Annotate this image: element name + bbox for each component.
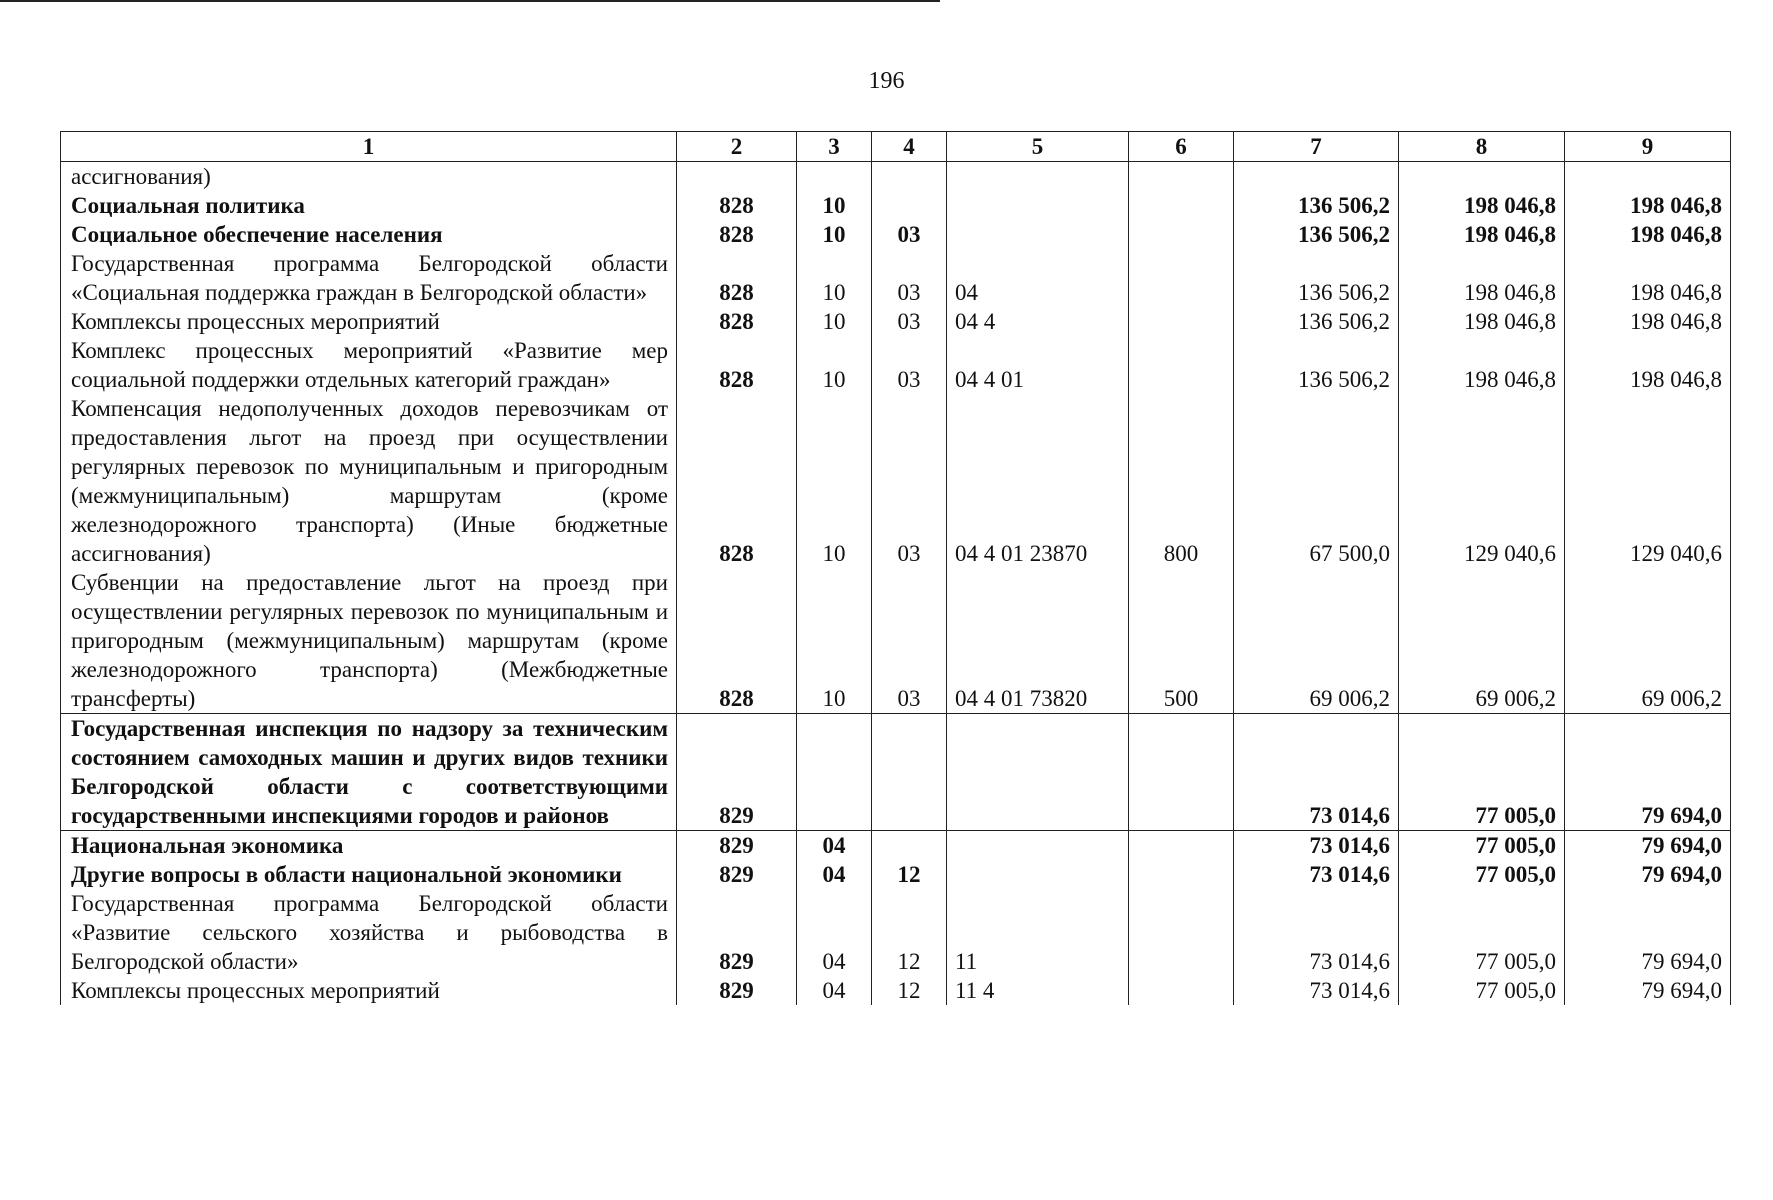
cell-agency-code: 828 (677, 336, 797, 394)
cell-subsection-code (872, 714, 947, 831)
column-number-row (61, 132, 1731, 162)
cell-target-code (947, 162, 1129, 192)
row-name: Компенсация недополученных доходов перевозчикам от предоставления льгот на проезд при осуществлении регулярных перевозок по муниципальным и пригородным (межмуниципальным) маршрутам (кроме железнодорожного транспорта) (Иные бюджетные ассигнования) (61, 394, 677, 568)
cell-amount-col9: 79 694,0 (1565, 860, 1731, 889)
row-name: Комплекс процессных мероприятий «Развитие мер социальной поддержки отдельных категорий граждан» (61, 336, 677, 394)
cell-amount-col9: 79 694,0 (1565, 831, 1731, 861)
cell-subsection-code (872, 831, 947, 861)
cell-agency-code: 828 (677, 307, 797, 336)
table-row (61, 568, 1731, 714)
cell-amount-col8: 69 006,2 (1399, 568, 1565, 714)
table-row (61, 889, 1731, 976)
cell-agency-code: 829 (677, 860, 797, 889)
cell-section-code: 04 (797, 889, 872, 976)
row-name: Социальное обеспечение населения (61, 220, 677, 249)
cell-target-code: 04 4 (947, 307, 1129, 336)
cell-subsection-code: 03 (872, 220, 947, 249)
cell-subsection-code: 03 (872, 568, 947, 714)
cell-section-code: 10 (797, 191, 872, 220)
cell-target-code: 11 4 (947, 976, 1129, 1005)
cell-section-code: 10 (797, 307, 872, 336)
cell-amount-col7: 73 014,6 (1234, 714, 1399, 831)
cell-amount-col8: 198 046,8 (1399, 191, 1565, 220)
cell-expense-type (1129, 220, 1234, 249)
cell-section-code: 10 (797, 336, 872, 394)
cell-expense-type (1129, 162, 1234, 192)
cell-amount-col8: 198 046,8 (1399, 220, 1565, 249)
row-name: Комплексы процессных мероприятий (61, 307, 677, 336)
cell-amount-col7: 73 014,6 (1234, 860, 1399, 889)
cell-amount-col9: 79 694,0 (1565, 889, 1731, 976)
cell-amount-col7: 136 506,2 (1234, 220, 1399, 249)
page-number: 196 (868, 68, 905, 94)
column-header: 2 (677, 132, 797, 162)
row-name: Комплексы процессных мероприятий (61, 976, 677, 1005)
cell-section-code: 04 (797, 860, 872, 889)
cell-amount-col7: 136 506,2 (1234, 336, 1399, 394)
table-row (61, 336, 1731, 394)
cell-target-code: 04 4 01 (947, 336, 1129, 394)
cell-section-code (797, 714, 872, 831)
column-header: 9 (1565, 132, 1731, 162)
cell-amount-col9: 79 694,0 (1565, 714, 1731, 831)
row-name: Социальная политика (61, 191, 677, 220)
column-header: 4 (872, 132, 947, 162)
cell-amount-col9: 79 694,0 (1565, 976, 1731, 1005)
cell-section-code: 10 (797, 220, 872, 249)
row-name: Субвенции на предоставление льгот на проезд при осуществлении регулярных перевозок по муниципальным и пригородным (межмуниципальным) маршрутам (кроме железнодорожного транспорта) (Межбюджетные трансферты) (61, 568, 677, 714)
cell-agency-code: 829 (677, 831, 797, 861)
cell-amount-col7 (1234, 162, 1399, 192)
cell-target-code (947, 714, 1129, 831)
table-body (61, 162, 1731, 1006)
column-header: 6 (1129, 132, 1234, 162)
table-row (61, 249, 1731, 307)
cell-subsection-code: 12 (872, 976, 947, 1005)
cell-expense-type: 500 (1129, 568, 1234, 714)
cell-agency-code: 829 (677, 714, 797, 831)
cell-amount-col8: 77 005,0 (1399, 714, 1565, 831)
table-row (61, 191, 1731, 220)
cell-agency-code: 829 (677, 889, 797, 976)
cell-expense-type (1129, 249, 1234, 307)
cell-subsection-code: 12 (872, 860, 947, 889)
cell-expense-type (1129, 307, 1234, 336)
table-row (61, 307, 1731, 336)
cell-subsection-code: 03 (872, 394, 947, 568)
cell-amount-col8: 198 046,8 (1399, 249, 1565, 307)
row-name: Государственная программа Белгородской области «Социальная поддержка граждан в Белгородской области» (61, 249, 677, 307)
table-row (61, 976, 1731, 1005)
cell-amount-col8: 198 046,8 (1399, 307, 1565, 336)
cell-amount-col7: 73 014,6 (1234, 889, 1399, 976)
cell-amount-col7: 136 506,2 (1234, 191, 1399, 220)
cell-subsection-code: 03 (872, 336, 947, 394)
cell-agency-code: 829 (677, 976, 797, 1005)
cell-section-code: 04 (797, 831, 872, 861)
cell-agency-code: 828 (677, 220, 797, 249)
cell-amount-col9: 198 046,8 (1565, 249, 1731, 307)
cell-agency-code: 828 (677, 394, 797, 568)
cell-amount-col9: 198 046,8 (1565, 307, 1731, 336)
column-header: 8 (1399, 132, 1565, 162)
cell-target-code: 04 4 01 73820 (947, 568, 1129, 714)
column-header: 1 (61, 132, 677, 162)
budget-table (60, 131, 1731, 1005)
cell-section-code (797, 162, 872, 192)
cell-amount-col9: 198 046,8 (1565, 336, 1731, 394)
cell-agency-code: 828 (677, 568, 797, 714)
cell-amount-col7: 67 500,0 (1234, 394, 1399, 568)
cell-expense-type: 800 (1129, 394, 1234, 568)
cell-amount-col9 (1565, 162, 1731, 192)
row-name: ассигнования) (61, 162, 677, 192)
cell-amount-col9: 198 046,8 (1565, 220, 1731, 249)
cell-subsection-code (872, 162, 947, 192)
cell-amount-col7: 73 014,6 (1234, 976, 1399, 1005)
cell-amount-col9: 198 046,8 (1565, 191, 1731, 220)
cell-expense-type (1129, 336, 1234, 394)
cell-section-code: 10 (797, 249, 872, 307)
cell-section-code: 04 (797, 976, 872, 1005)
cell-target-code: 04 (947, 249, 1129, 307)
row-name: Национальная экономика (61, 831, 677, 861)
column-header: 7 (1234, 132, 1399, 162)
cell-expense-type (1129, 831, 1234, 861)
cell-amount-col7: 136 506,2 (1234, 307, 1399, 336)
cell-amount-col8: 77 005,0 (1399, 860, 1565, 889)
table-row (61, 162, 1731, 192)
cell-amount-col9: 69 006,2 (1565, 568, 1731, 714)
cell-amount-col7: 73 014,6 (1234, 831, 1399, 861)
cell-target-code (947, 191, 1129, 220)
cell-agency-code (677, 162, 797, 192)
cell-target-code: 04 4 01 23870 (947, 394, 1129, 568)
cell-expense-type (1129, 714, 1234, 831)
cell-expense-type (1129, 889, 1234, 976)
cell-target-code (947, 220, 1129, 249)
cell-subsection-code (872, 191, 947, 220)
cell-subsection-code: 03 (872, 249, 947, 307)
scan-top-rule (0, 0, 940, 2)
cell-amount-col9: 129 040,6 (1565, 394, 1731, 568)
column-header: 5 (947, 132, 1129, 162)
cell-target-code (947, 860, 1129, 889)
cell-agency-code: 828 (677, 191, 797, 220)
table-row (61, 714, 1731, 831)
row-name: Государственная инспекция по надзору за техническим состоянием самоходных машин и других видов техники Белгородской области с соответствующими государственными инспекциями городов и районов (61, 714, 677, 831)
cell-subsection-code: 12 (872, 889, 947, 976)
cell-amount-col8 (1399, 162, 1565, 192)
table-row (61, 394, 1731, 568)
cell-subsection-code: 03 (872, 307, 947, 336)
table-row (61, 860, 1731, 889)
cell-amount-col8: 129 040,6 (1399, 394, 1565, 568)
cell-section-code: 10 (797, 568, 872, 714)
cell-expense-type (1129, 976, 1234, 1005)
table-row (61, 831, 1731, 861)
cell-target-code: 11 (947, 889, 1129, 976)
cell-amount-col8: 198 046,8 (1399, 336, 1565, 394)
cell-expense-type (1129, 191, 1234, 220)
cell-amount-col8: 77 005,0 (1399, 831, 1565, 861)
row-name: Другие вопросы в области национальной экономики (61, 860, 677, 889)
cell-amount-col8: 77 005,0 (1399, 976, 1565, 1005)
table-row (61, 220, 1731, 249)
cell-expense-type (1129, 860, 1234, 889)
column-header: 3 (797, 132, 872, 162)
cell-section-code: 10 (797, 394, 872, 568)
cell-agency-code: 828 (677, 249, 797, 307)
cell-amount-col7: 136 506,2 (1234, 249, 1399, 307)
cell-amount-col7: 69 006,2 (1234, 568, 1399, 714)
row-name: Государственная программа Белгородской области «Развитие сельского хозяйства и рыбоводства в Белгородской области» (61, 889, 677, 976)
cell-amount-col8: 77 005,0 (1399, 889, 1565, 976)
cell-target-code (947, 831, 1129, 861)
